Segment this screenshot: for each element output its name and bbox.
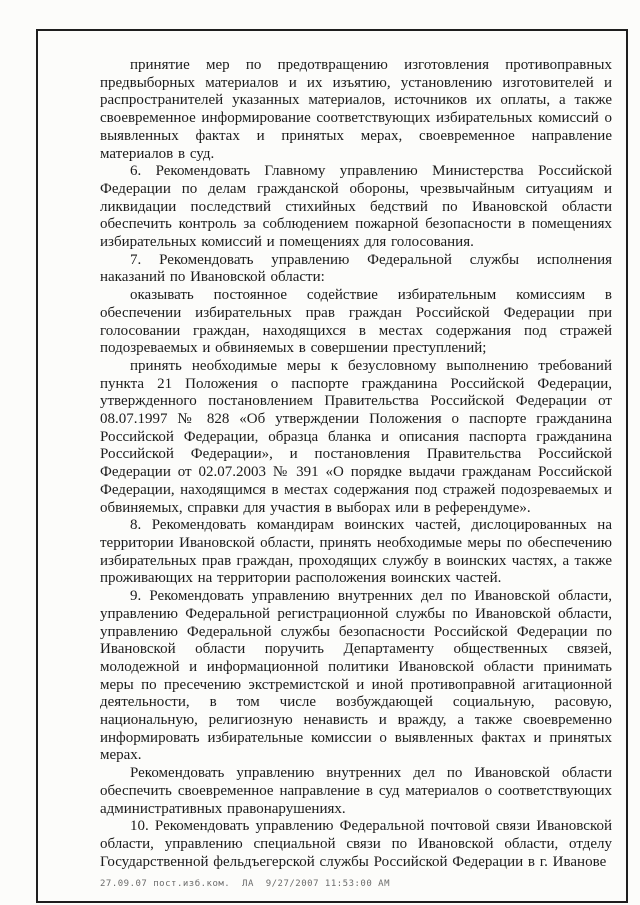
paragraph-item-9: 9. Рекомендовать управлению внутренних дел по Ивановской области, управлению Федеральной регистрационной службы по Ивановской области, управлению Федеральной службы безопасности Российской Федерации по Ивановской области поручить Департаменту общественных связей, молодежной и информационной политики Ивановской области принимать меры по пресечению экстремистской и иной противоправной агитационной деятельности, в том числе возбуждающей социальную, расовую, национальную, религиозную ненависть и вражду, а также своевременно информировать избирательные комиссии о выявленных фактах и принятых мерах.	[100, 588, 612, 764]
paragraph-measures: принятие мер по предотвращению изготовления противоправных предвыборных материалов и их изъятию, установлению изготовителей и распространителей указанных материалов, источников их оплаты, а также своевременное информирование соответствующих избирательных комиссий о выявленных фактах и принятых мерах, своевременное направление материалов в суд.	[100, 57, 612, 162]
paragraph-item-9-sub: Рекомендовать управлению внутренних дел по Ивановской области обеспечить своевременное направление в суд материалов о соответствующих административных правонарушениях.	[100, 765, 612, 817]
document-body	[100, 57, 612, 871]
paragraph-item-7: 7. Рекомендовать управлению Федеральной службы исполнения наказаний по Ивановской области:	[100, 251, 612, 286]
paragraph-item-10: 10. Рекомендовать управлению Федеральной почтовой связи Ивановской области, управлению специальной связи по Ивановской области, отделу Государственной фельдъегерской службы Российской Федерации в г. Иванове	[100, 818, 612, 870]
paragraph-item-6: 6. Рекомендовать Главному управлению Министерства Российской Федерации по делам гражданской обороны, чрезвычайным ситуациям и ликвидации последствий стихийных бедствий по Ивановской области обеспечить контроль за соблюдением пожарной безопасности в помещениях избирательных комиссий и помещениях для голосования.	[100, 163, 612, 251]
footer-file-stamp: 27.09.07 пост.изб.ком. ЛА 9/27/2007 11:53:00 AM	[100, 879, 391, 889]
paragraph-item-7-sub-1: оказывать постоянное содействие избирательным комиссиям в обеспечении избирательных прав граждан Российской Федерации при голосовании граждан, находящихся в местах содержания под стражей подозреваемых и обвиняемых в совершении преступлений;	[100, 287, 612, 357]
paragraph-item-7-sub-2: принять необходимые меры к безусловному выполнению требований пункта 21 Положения о паспорте гражданина Российской Федерации, утвержденного постановлением Правительства Российской Федерации от 08.07.1997 № 828 «Об утверждении Положения о паспорте гражданина Российской Федерации, образца бланка и описания паспорта гражданина Российской Федерации», и постановления Правительства Российской Федерации от 02.07.2003 № 391 «О порядке выдачи гражданам Российской Федерации, находящимся в местах содержания под стражей подозреваемых и обвиняемых, справки для участия в выборах или в референдуме».	[100, 357, 612, 516]
paragraph-item-8: 8. Рекомендовать командирам воинских частей, дислоцированных на территории Ивановской области, принять необходимые меры по обеспечению избирательных прав граждан, проходящих службу в воинских частях, а также проживающих на территории расположения воинских частей.	[100, 517, 612, 587]
